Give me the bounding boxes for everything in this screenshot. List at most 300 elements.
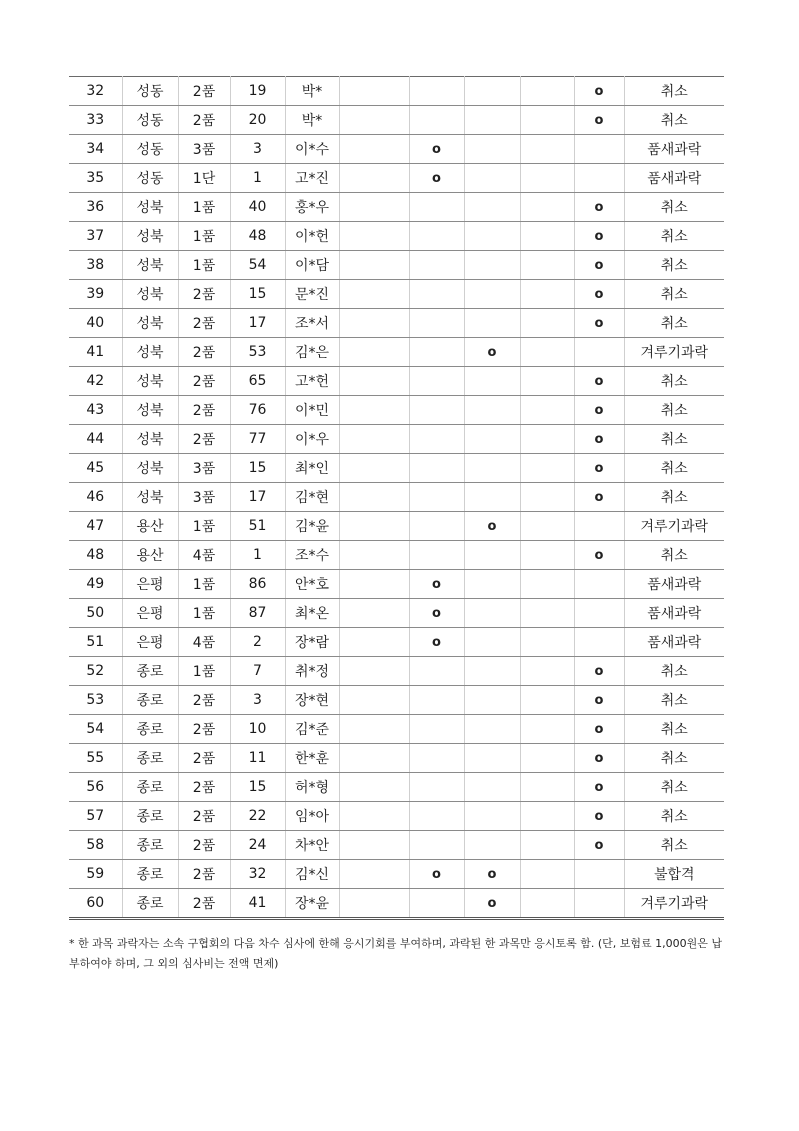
cell-no: 39 — [69, 280, 122, 309]
cell-grade: 1품 — [178, 193, 230, 222]
cell-result: 취소 — [624, 541, 724, 570]
cell-branch: 용산 — [122, 541, 178, 570]
cell-name: 고*헌 — [285, 367, 339, 396]
cell-m3 — [464, 773, 520, 802]
table-row — [69, 135, 724, 164]
cell-m2: o — [409, 599, 464, 628]
cell-m4 — [520, 570, 574, 599]
cell-num: 51 — [230, 512, 285, 541]
cell-name: 취*정 — [285, 657, 339, 686]
cell-no: 59 — [69, 860, 122, 889]
cell-m3 — [464, 425, 520, 454]
cell-m4 — [520, 193, 574, 222]
cell-m4 — [520, 889, 574, 919]
cell-m4 — [520, 657, 574, 686]
cell-m4 — [520, 831, 574, 860]
cell-m2 — [409, 686, 464, 715]
cell-m3 — [464, 802, 520, 831]
cell-no: 56 — [69, 773, 122, 802]
cell-grade: 2품 — [178, 106, 230, 135]
cell-grade: 2품 — [178, 889, 230, 919]
cell-m5: o — [574, 483, 624, 512]
cell-name: 김*윤 — [285, 512, 339, 541]
cell-grade: 4품 — [178, 541, 230, 570]
cell-m1 — [339, 193, 409, 222]
cell-m5: o — [574, 309, 624, 338]
cell-num: 22 — [230, 802, 285, 831]
cell-no: 48 — [69, 541, 122, 570]
cell-result: 취소 — [624, 77, 724, 106]
cell-m4 — [520, 628, 574, 657]
cell-m5: o — [574, 541, 624, 570]
cell-branch: 성북 — [122, 483, 178, 512]
cell-no: 34 — [69, 135, 122, 164]
cell-grade: 1품 — [178, 599, 230, 628]
cell-m4 — [520, 251, 574, 280]
cell-m4 — [520, 773, 574, 802]
cell-result: 취소 — [624, 222, 724, 251]
cell-grade: 2품 — [178, 802, 230, 831]
cell-m2 — [409, 541, 464, 570]
cell-result: 취소 — [624, 773, 724, 802]
cell-m5: o — [574, 396, 624, 425]
cell-m4 — [520, 715, 574, 744]
cell-name: 김*준 — [285, 715, 339, 744]
cell-num: 32 — [230, 860, 285, 889]
results-table — [69, 76, 724, 920]
cell-m3 — [464, 251, 520, 280]
cell-name: 장*현 — [285, 686, 339, 715]
cell-m2 — [409, 77, 464, 106]
cell-branch: 종로 — [122, 715, 178, 744]
cell-m1 — [339, 686, 409, 715]
cell-no: 58 — [69, 831, 122, 860]
cell-m5: o — [574, 657, 624, 686]
cell-name: 문*진 — [285, 280, 339, 309]
cell-num: 54 — [230, 251, 285, 280]
cell-m2 — [409, 106, 464, 135]
cell-num: 11 — [230, 744, 285, 773]
cell-grade: 2품 — [178, 280, 230, 309]
cell-name: 차*안 — [285, 831, 339, 860]
table-row — [69, 338, 724, 367]
cell-m2 — [409, 193, 464, 222]
cell-m1 — [339, 309, 409, 338]
cell-m4 — [520, 744, 574, 773]
cell-m1 — [339, 744, 409, 773]
cell-name: 김*현 — [285, 483, 339, 512]
cell-m1 — [339, 541, 409, 570]
cell-name: 장*람 — [285, 628, 339, 657]
cell-no: 51 — [69, 628, 122, 657]
table-row — [69, 193, 724, 222]
cell-m1 — [339, 570, 409, 599]
cell-branch: 은평 — [122, 570, 178, 599]
cell-num: 15 — [230, 280, 285, 309]
cell-name: 김*은 — [285, 338, 339, 367]
cell-no: 49 — [69, 570, 122, 599]
cell-name: 이*헌 — [285, 222, 339, 251]
cell-m4 — [520, 599, 574, 628]
cell-branch: 성동 — [122, 77, 178, 106]
table-row — [69, 570, 724, 599]
cell-m3 — [464, 541, 520, 570]
cell-branch: 성북 — [122, 367, 178, 396]
cell-m1 — [339, 251, 409, 280]
cell-num: 53 — [230, 338, 285, 367]
cell-m5: o — [574, 425, 624, 454]
cell-result: 취소 — [624, 251, 724, 280]
cell-result: 품새과락 — [624, 135, 724, 164]
cell-m5 — [574, 164, 624, 193]
cell-m2 — [409, 831, 464, 860]
cell-num: 15 — [230, 773, 285, 802]
table-row — [69, 773, 724, 802]
cell-no: 37 — [69, 222, 122, 251]
cell-m5: o — [574, 367, 624, 396]
cell-no: 46 — [69, 483, 122, 512]
cell-no: 36 — [69, 193, 122, 222]
cell-num: 48 — [230, 222, 285, 251]
cell-m4 — [520, 483, 574, 512]
cell-m1 — [339, 860, 409, 889]
cell-m3 — [464, 831, 520, 860]
cell-no: 42 — [69, 367, 122, 396]
table-row — [69, 164, 724, 193]
cell-m5: o — [574, 106, 624, 135]
cell-num: 86 — [230, 570, 285, 599]
cell-result: 취소 — [624, 280, 724, 309]
cell-m4 — [520, 135, 574, 164]
cell-m1 — [339, 338, 409, 367]
cell-m3 — [464, 657, 520, 686]
cell-m5 — [574, 570, 624, 599]
cell-m3 — [464, 686, 520, 715]
cell-m3 — [464, 628, 520, 657]
cell-branch: 용산 — [122, 512, 178, 541]
cell-m2 — [409, 512, 464, 541]
cell-grade: 3품 — [178, 483, 230, 512]
table-row — [69, 686, 724, 715]
cell-no: 38 — [69, 251, 122, 280]
cell-name: 이*수 — [285, 135, 339, 164]
cell-num: 1 — [230, 541, 285, 570]
cell-name: 조*서 — [285, 309, 339, 338]
cell-name: 최*인 — [285, 454, 339, 483]
cell-num: 20 — [230, 106, 285, 135]
cell-no: 47 — [69, 512, 122, 541]
cell-grade: 1품 — [178, 222, 230, 251]
cell-m1 — [339, 425, 409, 454]
cell-m3: o — [464, 512, 520, 541]
cell-m1 — [339, 628, 409, 657]
cell-m3 — [464, 135, 520, 164]
cell-m2 — [409, 657, 464, 686]
cell-num: 10 — [230, 715, 285, 744]
cell-no: 57 — [69, 802, 122, 831]
cell-result: 취소 — [624, 686, 724, 715]
cell-m5 — [574, 889, 624, 919]
cell-m4 — [520, 425, 574, 454]
cell-name: 장*윤 — [285, 889, 339, 919]
cell-m2: o — [409, 628, 464, 657]
table-row — [69, 715, 724, 744]
cell-m3: o — [464, 338, 520, 367]
cell-no: 53 — [69, 686, 122, 715]
cell-m5 — [574, 512, 624, 541]
cell-branch: 종로 — [122, 860, 178, 889]
cell-m4 — [520, 222, 574, 251]
cell-m3: o — [464, 860, 520, 889]
cell-result: 취소 — [624, 193, 724, 222]
cell-result: 취소 — [624, 367, 724, 396]
cell-m3 — [464, 193, 520, 222]
cell-grade: 2품 — [178, 860, 230, 889]
cell-result: 취소 — [624, 454, 724, 483]
cell-result: 품새과락 — [624, 628, 724, 657]
cell-name: 이*우 — [285, 425, 339, 454]
cell-name: 김*신 — [285, 860, 339, 889]
cell-grade: 1품 — [178, 251, 230, 280]
cell-m1 — [339, 367, 409, 396]
cell-num: 24 — [230, 831, 285, 860]
table-row — [69, 309, 724, 338]
cell-num: 3 — [230, 135, 285, 164]
cell-name: 이*담 — [285, 251, 339, 280]
cell-m2 — [409, 715, 464, 744]
cell-m2 — [409, 802, 464, 831]
cell-no: 54 — [69, 715, 122, 744]
cell-grade: 3품 — [178, 454, 230, 483]
cell-m2 — [409, 309, 464, 338]
cell-result: 취소 — [624, 657, 724, 686]
cell-m2 — [409, 396, 464, 425]
cell-m4 — [520, 367, 574, 396]
cell-grade: 2품 — [178, 715, 230, 744]
cell-name: 홍*우 — [285, 193, 339, 222]
cell-num: 41 — [230, 889, 285, 919]
cell-m2 — [409, 483, 464, 512]
cell-m4 — [520, 860, 574, 889]
cell-num: 17 — [230, 483, 285, 512]
table-row — [69, 367, 724, 396]
cell-m4 — [520, 338, 574, 367]
cell-num: 7 — [230, 657, 285, 686]
cell-grade: 2품 — [178, 773, 230, 802]
cell-m5: o — [574, 715, 624, 744]
table-row — [69, 483, 724, 512]
cell-branch: 성북 — [122, 338, 178, 367]
cell-m2 — [409, 425, 464, 454]
cell-branch: 성동 — [122, 106, 178, 135]
cell-m1 — [339, 715, 409, 744]
cell-result: 취소 — [624, 309, 724, 338]
cell-grade: 4품 — [178, 628, 230, 657]
cell-m2 — [409, 222, 464, 251]
cell-grade: 1품 — [178, 657, 230, 686]
cell-m1 — [339, 657, 409, 686]
cell-result: 취소 — [624, 715, 724, 744]
cell-result: 취소 — [624, 396, 724, 425]
cell-m1 — [339, 280, 409, 309]
cell-m5: o — [574, 686, 624, 715]
cell-num: 2 — [230, 628, 285, 657]
cell-m5: o — [574, 77, 624, 106]
table-row — [69, 541, 724, 570]
cell-m1 — [339, 802, 409, 831]
table-row — [69, 889, 724, 919]
cell-m2 — [409, 280, 464, 309]
cell-m3 — [464, 744, 520, 773]
cell-m4 — [520, 77, 574, 106]
table-row — [69, 802, 724, 831]
cell-m1 — [339, 454, 409, 483]
cell-grade: 2품 — [178, 831, 230, 860]
table-row — [69, 657, 724, 686]
cell-branch: 성동 — [122, 164, 178, 193]
cell-m1 — [339, 396, 409, 425]
cell-m2 — [409, 889, 464, 919]
cell-result: 취소 — [624, 483, 724, 512]
cell-num: 77 — [230, 425, 285, 454]
cell-m5 — [574, 135, 624, 164]
cell-no: 52 — [69, 657, 122, 686]
cell-grade: 3품 — [178, 135, 230, 164]
table-row — [69, 860, 724, 889]
cell-result: 품새과락 — [624, 599, 724, 628]
cell-name: 허*형 — [285, 773, 339, 802]
cell-branch: 성북 — [122, 222, 178, 251]
cell-m1 — [339, 599, 409, 628]
cell-m3 — [464, 106, 520, 135]
table-row — [69, 106, 724, 135]
cell-name: 임*아 — [285, 802, 339, 831]
cell-grade: 2품 — [178, 425, 230, 454]
cell-name: 이*민 — [285, 396, 339, 425]
cell-num: 15 — [230, 454, 285, 483]
cell-m5 — [574, 599, 624, 628]
table-row — [69, 425, 724, 454]
cell-name: 조*수 — [285, 541, 339, 570]
cell-m5: o — [574, 193, 624, 222]
table-row — [69, 599, 724, 628]
cell-result: 취소 — [624, 802, 724, 831]
cell-m1 — [339, 135, 409, 164]
table-row — [69, 744, 724, 773]
cell-m1 — [339, 831, 409, 860]
cell-m5 — [574, 628, 624, 657]
cell-m5: o — [574, 831, 624, 860]
cell-m3 — [464, 280, 520, 309]
cell-no: 44 — [69, 425, 122, 454]
cell-m1 — [339, 773, 409, 802]
table-row — [69, 222, 724, 251]
cell-branch: 성북 — [122, 396, 178, 425]
cell-branch: 종로 — [122, 686, 178, 715]
cell-result: 취소 — [624, 744, 724, 773]
cell-branch: 종로 — [122, 657, 178, 686]
cell-m4 — [520, 802, 574, 831]
cell-m3 — [464, 570, 520, 599]
table-row — [69, 512, 724, 541]
cell-grade: 2품 — [178, 309, 230, 338]
cell-no: 41 — [69, 338, 122, 367]
cell-grade: 2품 — [178, 367, 230, 396]
cell-m5: o — [574, 773, 624, 802]
cell-m2: o — [409, 860, 464, 889]
cell-m2: o — [409, 135, 464, 164]
cell-m2 — [409, 744, 464, 773]
cell-result: 겨루기과락 — [624, 889, 724, 919]
cell-name: 박* — [285, 106, 339, 135]
cell-num: 19 — [230, 77, 285, 106]
cell-m2: o — [409, 570, 464, 599]
cell-result: 취소 — [624, 106, 724, 135]
cell-branch: 성북 — [122, 251, 178, 280]
cell-no: 50 — [69, 599, 122, 628]
cell-m3 — [464, 367, 520, 396]
table-row — [69, 77, 724, 106]
cell-result: 품새과락 — [624, 164, 724, 193]
cell-no: 60 — [69, 889, 122, 919]
cell-no: 40 — [69, 309, 122, 338]
cell-result: 품새과락 — [624, 570, 724, 599]
cell-branch: 성동 — [122, 135, 178, 164]
cell-branch: 은평 — [122, 628, 178, 657]
table-body — [69, 77, 724, 919]
cell-name: 한*훈 — [285, 744, 339, 773]
cell-m3 — [464, 483, 520, 512]
cell-m5: o — [574, 251, 624, 280]
cell-m5 — [574, 860, 624, 889]
cell-result: 취소 — [624, 425, 724, 454]
cell-name: 고*진 — [285, 164, 339, 193]
table-row — [69, 454, 724, 483]
cell-m3 — [464, 454, 520, 483]
cell-m4 — [520, 512, 574, 541]
cell-m4 — [520, 309, 574, 338]
table-row — [69, 831, 724, 860]
cell-no: 33 — [69, 106, 122, 135]
cell-num: 40 — [230, 193, 285, 222]
cell-grade: 1단 — [178, 164, 230, 193]
cell-grade: 1품 — [178, 570, 230, 599]
cell-m1 — [339, 483, 409, 512]
cell-m3 — [464, 164, 520, 193]
table-row — [69, 251, 724, 280]
cell-num: 76 — [230, 396, 285, 425]
cell-m3 — [464, 309, 520, 338]
cell-grade: 2품 — [178, 77, 230, 106]
cell-no: 55 — [69, 744, 122, 773]
cell-m4 — [520, 106, 574, 135]
cell-branch: 성북 — [122, 454, 178, 483]
cell-name: 최*온 — [285, 599, 339, 628]
cell-num: 65 — [230, 367, 285, 396]
cell-branch: 종로 — [122, 802, 178, 831]
cell-m1 — [339, 512, 409, 541]
cell-branch: 성북 — [122, 193, 178, 222]
cell-m5: o — [574, 802, 624, 831]
cell-branch: 성북 — [122, 425, 178, 454]
cell-branch: 종로 — [122, 831, 178, 860]
cell-m2 — [409, 338, 464, 367]
cell-branch: 은평 — [122, 599, 178, 628]
cell-m4 — [520, 686, 574, 715]
cell-m5: o — [574, 744, 624, 773]
cell-m4 — [520, 454, 574, 483]
cell-m2: o — [409, 164, 464, 193]
